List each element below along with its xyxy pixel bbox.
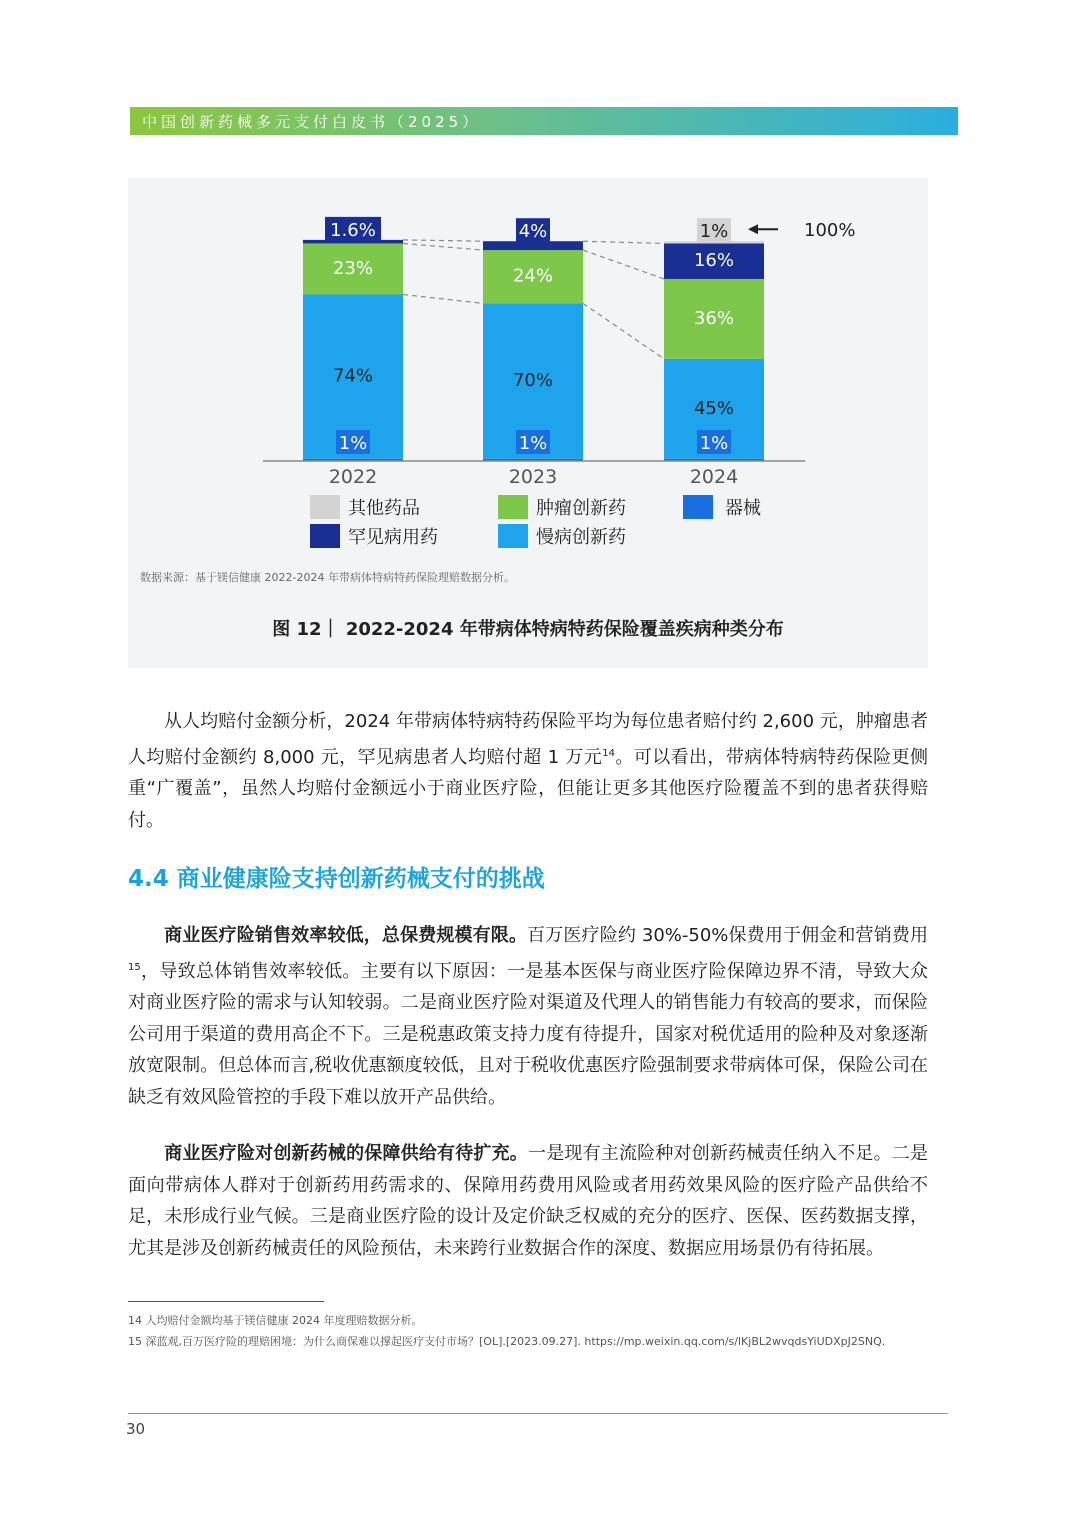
paragraph-sales-efficiency — [128, 920, 928, 1113]
figure-12 — [128, 178, 928, 668]
figure-caption: 图 12｜ 2022-2024 年带病体特病特药保险覆盖疾病种类分布 — [272, 619, 784, 640]
connector-line — [583, 241, 664, 243]
data-label: 4% — [518, 221, 548, 243]
document-title: 中国创新药械多元支付白皮书（2025） — [142, 113, 482, 131]
paragraph-text: 。可以看出，带病体特病特药保险更侧重“广覆盖”，虽然人均赔付金额远小于商业医疗险，但能让更多其他医疗险覆盖不到的患者获得赔付。 — [128, 746, 928, 831]
legend-label: 罕见病用药 — [348, 527, 438, 548]
bar-segment — [483, 241, 583, 250]
connector-line — [583, 303, 664, 359]
legend-label: 肿瘤创新药 — [536, 498, 626, 519]
data-label: 74% — [332, 365, 374, 387]
legend-item-oncology — [498, 494, 626, 520]
x-tick-label: 2024 — [689, 466, 739, 488]
data-label: 24% — [512, 265, 554, 287]
paragraph-text: ，导致总体销售效率较低。主要有以下原因：一是基本医保与商业医疗险保障边界不清，导致大众对商业医疗险的需求与认知较弱。二是商业医疗险对渠道及代理人的销售能力有较高的要求，而保险公司用于渠道的费用高企不下。三是税惠政策支持力度有待提升，国家对税优适用的险种及对象逐渐放宽限制。但总体而言,税收优惠额度较低，且对于税收优惠医疗险强制要求带病体可保，保险公司在缺乏有效风险管控的手段下难以放开产品供给。 — [128, 960, 928, 1108]
data-label: 23% — [332, 257, 374, 279]
legend-label: 器械 — [725, 498, 761, 519]
footnote-divider — [128, 1301, 324, 1302]
connector-line — [403, 295, 483, 304]
data-source: 数据来源：基于镁信健康 2022-2024 年带病体特病特药保险理赔数据分析。 — [140, 571, 515, 584]
x-tick-label: 2023 — [508, 466, 558, 488]
header-bar — [130, 107, 958, 135]
legend-label: 其他药品 — [348, 498, 420, 519]
data-label: 1% — [699, 221, 729, 243]
data-label: 16% — [693, 250, 735, 272]
data-label: 45% — [693, 397, 735, 419]
paragraph-text: 从人均赔付金额分析，2024 年带病体特病特药保险平均为每位患者赔付约 2,600 元，肿瘤患者人均赔付金额约 8,000 元，罕见病患者人均赔付超 1 万元 — [128, 711, 928, 768]
legend-swatch — [310, 495, 340, 519]
total-annotation: 100% — [804, 220, 856, 242]
data-label: 1.6% — [330, 219, 376, 241]
data-label: 1% — [699, 433, 729, 454]
connector-line — [403, 243, 483, 250]
data-label: 1% — [518, 433, 548, 454]
footnote-15: 15 深蓝观,百万医疗险的理赔困境：为什么商保难以撑起医疗支付市场？[OL].[2023.09.27]. https://mp.weixin.qq.com/s/lKjBL2wvqdsYiUDXpJ2SNQ. — [128, 1335, 886, 1348]
legend-label: 慢病创新药 — [536, 527, 626, 548]
footnote-14: 14 人均赔付金额均基于镁信健康 2024 年度理赔数据分析。 — [128, 1314, 423, 1327]
data-label: 70% — [512, 370, 554, 392]
legend-item-rare-disease — [310, 523, 438, 549]
connector-line — [583, 250, 664, 279]
footer-divider — [128, 1413, 948, 1414]
annotation-arrow-head — [748, 224, 758, 234]
legend-item-chronic — [498, 523, 626, 549]
page-number: 30 — [126, 1420, 146, 1438]
paragraph-text: 一是现有主流险种对创新药械责任纳入不足。二是面向带病体人群对于创新药用药需求的、保障用药费用风险或者用药效果风险的医疗险产品供给不足，未形成行业气候。三是商业医疗险的设计及定价缺乏权威的充分的医疗、医保、医药数据支撑，尤其是涉及创新药械责任的风险预估，未来跨行业数据合作的深度、数据应用场景仍有待拓展。 — [128, 1143, 928, 1259]
footnote-ref-15: 15 — [128, 961, 141, 973]
x-tick-label: 2022 — [328, 466, 378, 488]
section-title: 4.4 商业健康险支持创新药械支付的挑战 — [128, 866, 545, 892]
data-label: 1% — [338, 433, 368, 454]
paragraph-lead: 商业医疗险对创新药械的保障供给有待扩充。 — [164, 1143, 528, 1164]
legend-item-other-drugs — [310, 494, 420, 520]
paragraph-coverage-supply — [128, 1138, 928, 1264]
legend-swatch — [310, 524, 340, 548]
connector-line — [403, 240, 483, 241]
footnote-ref-14: 14 — [602, 747, 615, 759]
legend-item-devices — [683, 494, 761, 520]
paragraph-per-capita — [128, 706, 928, 836]
paragraph-text: 百万医疗险约 30%-50%保费用于佣金和营销费用 — [527, 925, 929, 946]
data-label: 36% — [693, 307, 735, 329]
paragraph-lead: 商业医疗险销售效率较低，总保费规模有限。 — [164, 925, 528, 946]
legend-swatch — [498, 524, 528, 548]
legend-swatch — [498, 495, 528, 519]
legend-swatch — [683, 495, 713, 519]
